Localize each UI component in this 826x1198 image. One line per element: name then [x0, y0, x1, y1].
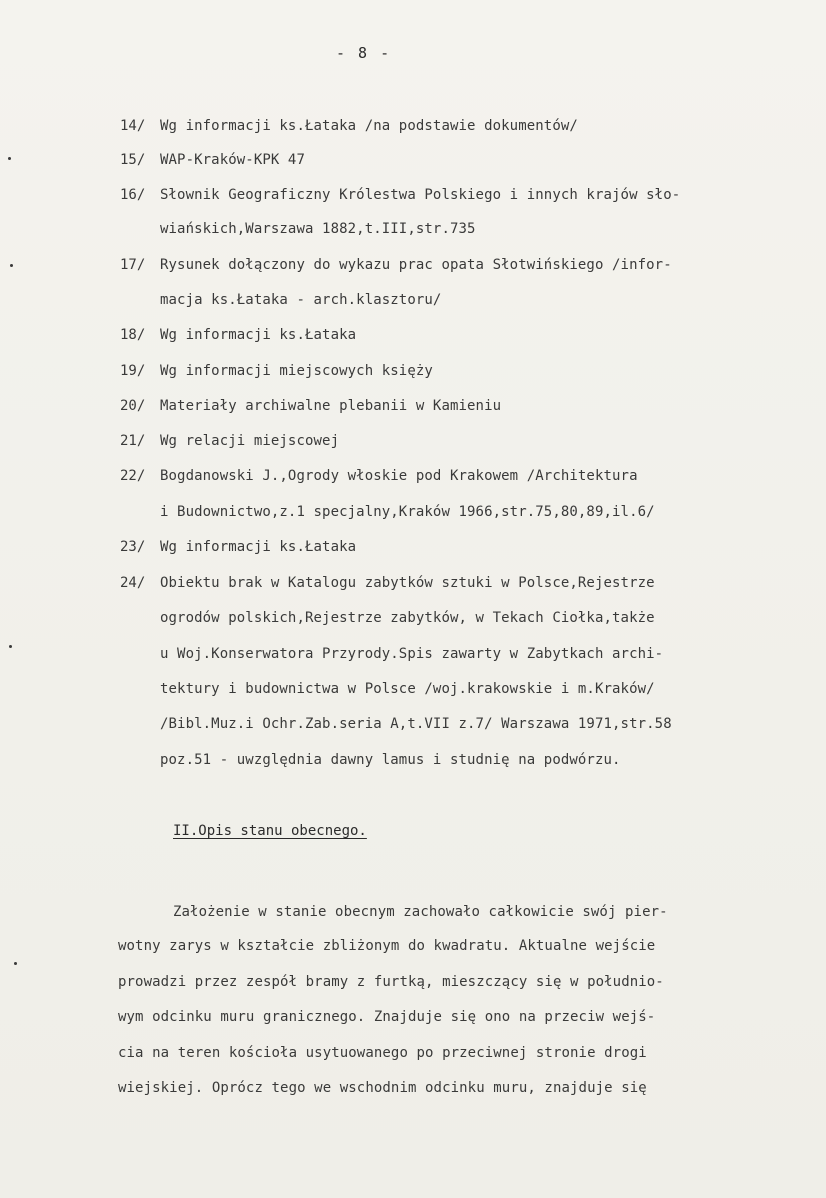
- footnote-number: 22/: [120, 468, 146, 484]
- paragraph-line: wotny zarys w kształcie zbliżonym do kwadratu. Aktualne wejście: [118, 938, 656, 954]
- footnote-line: Materiały archiwalne plebanii w Kamieniu: [160, 398, 502, 414]
- paragraph-line: wiejskiej. Oprócz tego we wschodnim odcinku muru, znajduje się: [118, 1080, 647, 1096]
- paragraph-line: cia na teren kościoła usytuowanego po przeciwnej stronie drogi: [118, 1045, 647, 1061]
- paragraph-line: prowadzi przez zespół bramy z furtką, mieszczący się w południo-: [118, 974, 664, 990]
- footnote-line: Bogdanowski J.,Ogrody włoskie pod Krakowem /Architektura: [160, 468, 638, 484]
- margin-mark: [10, 264, 13, 267]
- margin-mark: [14, 962, 17, 965]
- margin-mark: [9, 645, 12, 648]
- footnote-line: poz.51 - uwzględnia dawny lamus i studnię na podwórzu.: [160, 752, 621, 768]
- footnote-line: macja ks.Łataka - arch.klasztoru/: [160, 292, 442, 308]
- footnote-line: i Budownictwo,z.1 specjalny,Kraków 1966,str.75,80,89,il.6/: [160, 504, 655, 520]
- footnote-line: u Woj.Konserwatora Przyrody.Spis zawarty w Zabytkach archi-: [160, 646, 664, 662]
- footnote-line: Wg informacji ks.Łataka: [160, 539, 357, 555]
- section-heading: II.Opis stanu obecnego.: [173, 823, 367, 839]
- footnote-number: 18/: [120, 327, 146, 343]
- footnote-line: ogrodów polskich,Rejestrze zabytków, w Tekach Ciołka,także: [160, 610, 655, 626]
- footnote-line: Obiektu brak w Katalogu zabytków sztuki w Polsce,Rejestrze: [160, 575, 655, 591]
- footnote-line: wiańskich,Warszawa 1882,t.III,str.735: [160, 221, 476, 237]
- footnote-line: WAP-Kraków-KPK 47: [160, 152, 305, 168]
- footnote-line: Wg informacji miejscowych księży: [160, 363, 433, 379]
- footnote-number: 16/: [120, 187, 146, 203]
- footnote-number: 19/: [120, 363, 146, 379]
- footnote-line: Wg relacji miejscowej: [160, 433, 340, 449]
- footnote-number: 21/: [120, 433, 146, 449]
- paragraph-line: wym odcinku muru granicznego. Znajduje się ono na przeciw wejś-: [118, 1009, 656, 1025]
- footnote-line: Wg informacji ks.Łataka /na podstawie dokumentów/: [160, 118, 578, 134]
- footnote-line: Rysunek dołączony do wykazu prac opata Słotwińskiego /infor-: [160, 257, 672, 273]
- footnote-number: 24/: [120, 575, 146, 591]
- page-number: - 8 -: [336, 44, 392, 62]
- footnote-number: 17/: [120, 257, 146, 273]
- paragraph-line: Założenie w stanie obecnym zachowało całkowicie swój pier-: [173, 904, 668, 920]
- footnote-line: tektury i budownictwa w Polsce /woj.krakowskie i m.Kraków/: [160, 681, 655, 697]
- footnote-number: 15/: [120, 152, 146, 168]
- footnote-number: 20/: [120, 398, 146, 414]
- footnote-number: 23/: [120, 539, 146, 555]
- footnote-line: Słownik Geograficzny Królestwa Polskiego i innych krajów sło-: [160, 187, 681, 203]
- margin-mark: [8, 157, 11, 160]
- footnote-number: 14/: [120, 118, 146, 134]
- footnote-line: Wg informacji ks.Łataka: [160, 327, 357, 343]
- footnote-line: /Bibl.Muz.i Ochr.Zab.seria A,t.VII z.7/ Warszawa 1971,str.58: [160, 716, 672, 732]
